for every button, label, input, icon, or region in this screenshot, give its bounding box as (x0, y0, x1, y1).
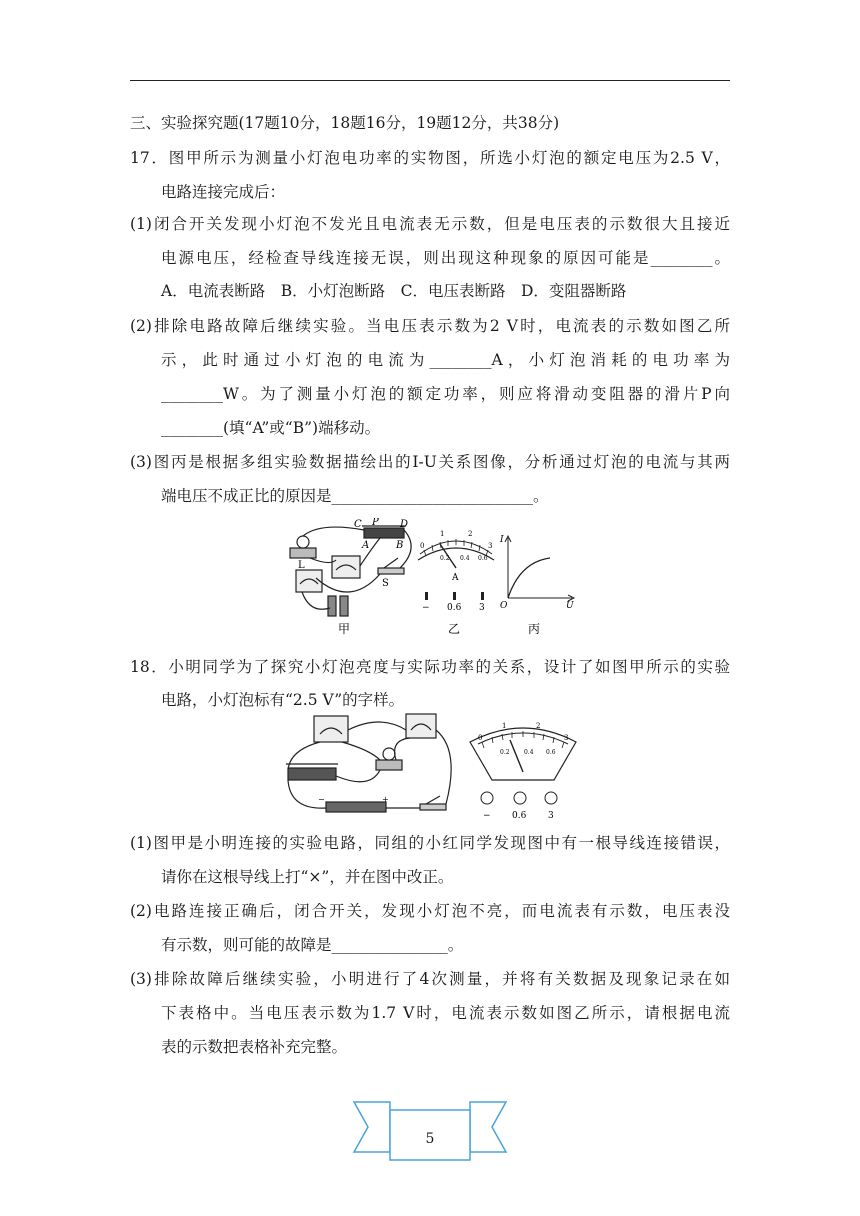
rheo-label-b: B (396, 540, 404, 551)
switch-icon (378, 568, 404, 574)
meter-bottom-2: 0.6 (546, 749, 556, 756)
circuit-jia (290, 526, 411, 616)
q17-part3-line1: (3)图丙是根据多组实验数据描绘出的I-U关系图像，分析通过灯泡的电流与其两 (130, 453, 730, 471)
q17-figure (280, 518, 590, 638)
meter-top-2: 2 (536, 722, 541, 730)
voltmeter-icon (406, 714, 436, 738)
terminal-06: 0.6 (447, 603, 462, 613)
meter-top-0: 0 (420, 542, 425, 550)
q18-part3-line2: 下表格中。当电压表示数为1.7 V时，电流表示数如图乙所示，请根据电流 (161, 1004, 730, 1022)
terminal-3: 3 (548, 811, 554, 821)
caption-bing: 丙 (528, 622, 541, 636)
battery-pos: + (382, 795, 389, 804)
q17-part1-line1: (1)闭合开关发现小灯泡不发光且电流表无示数，但是电压表的示数很大且接近 (130, 215, 730, 233)
q17-part2-line2: 示，此时通过小灯泡的电流为________A，小灯泡消耗的电功率为 (161, 351, 730, 369)
q17-part2-line3: ________W。为了测量小灯泡的额定功率，则应将滑动变阻器的滑片P向 (161, 385, 730, 403)
q18-stem-line2: 电路，小灯泡标有“2.5 V”的字样。 (161, 691, 405, 709)
meter-top-0: 0 (478, 734, 483, 742)
rheo-label-a: A (362, 540, 370, 551)
ammeter-dial-yi (470, 728, 576, 780)
q17-part1-options: A．电流表断路 B．小灯泡断路 C．电压表断路 D．变阻器断路 (161, 282, 627, 300)
meter-bottom-1: 0.4 (524, 749, 534, 756)
header-rule (130, 80, 730, 81)
rheostat-icon (364, 528, 404, 538)
terminal-neg: − (483, 811, 491, 821)
meter-bottom-0: 0.2 (500, 749, 510, 756)
lamp-base (376, 760, 402, 770)
battery-icon (328, 596, 336, 616)
switch-label: S (382, 578, 389, 589)
terminal-06: 0.6 (512, 811, 527, 821)
meter-bottom-2: 0.6 (478, 555, 488, 562)
voltmeter-icon (332, 556, 360, 578)
meter-top-3: 3 (488, 542, 493, 550)
rheo-label-d: D (400, 519, 409, 530)
q17-stem-line2: 电路连接完成后： (161, 183, 286, 201)
ammeter-dial-yi (418, 539, 494, 568)
page-number-ribbon (350, 1094, 510, 1166)
graph-y-label: I (500, 535, 504, 545)
meter-top-1: 1 (440, 530, 445, 538)
q17-part1-line2: 电源电压，经检查导线连接无误，则出现这种现象的原因可能是________。 (161, 249, 730, 267)
q18-part1-line1: (1)图甲是小明连接的实验电路，同组的小红同学发现图中有一根导线连接错误， (130, 834, 730, 852)
terminal-neg: − (422, 603, 430, 613)
q18-part2-line2: 有示数，则可能的故障是_______________。 (161, 936, 464, 954)
graph-x-label: U (566, 601, 574, 611)
meter-top-1: 1 (502, 722, 507, 730)
q17-part2-line1: (2)排除电路故障后继续实验。当电压表示数为2 V时，电流表的示数如图乙所 (130, 317, 730, 335)
q18-figure (280, 710, 580, 825)
meter-terminals (481, 792, 557, 804)
caption-jia: 甲 (338, 622, 351, 636)
rheo-label-p: P (372, 518, 379, 528)
q18-part3-line3: 表的示数把表格补充完整。 (161, 1038, 348, 1056)
meter-top-3: 3 (564, 734, 569, 742)
battery-icon (326, 802, 386, 812)
q18-stem-line1: 18．小明同学为了探究小灯泡亮度与实际功率的关系，设计了如图甲所示的实验 (130, 658, 730, 676)
meter-top-2: 2 (468, 530, 473, 538)
graph-origin: O (500, 601, 508, 611)
meter-unit: A (452, 573, 459, 583)
q18-part3-line1: (3)排除故障后继续实验，小明进行了4次测量，并将有关数据及现象记录在如 (130, 970, 730, 988)
iu-graph-bing (505, 536, 574, 601)
meter-bottom-0: 0.2 (440, 555, 450, 562)
ammeter-icon (296, 570, 322, 592)
q18-part2-line1: (2)电路连接正确后，闭合开关，发现小灯泡不亮，而电流表有示数，电压表没 (130, 902, 730, 920)
battery-neg: − (318, 795, 325, 804)
iu-curve (508, 558, 550, 598)
lamp-base (290, 548, 316, 558)
lamp-bulb-icon (383, 748, 395, 760)
rheo-label-c: C (354, 519, 362, 530)
rheostat-icon (288, 768, 336, 780)
lamp-label: L (298, 560, 305, 571)
q17-stem-line1: 17．图甲所示为测量小灯泡电功率的实物图，所选小灯泡的额定电压为2.5 V， (130, 149, 730, 167)
caption-yi: 乙 (448, 622, 461, 636)
q17-part2-line4: ________(填“A”或“B”)端移动。 (161, 419, 381, 437)
meter-bottom-1: 0.4 (460, 555, 470, 562)
ammeter-icon (314, 716, 348, 742)
meter-terminals (425, 592, 484, 600)
page-number: 5 (425, 1131, 435, 1147)
q17-part3-line2: 端电压不成正比的原因是__________________________。 (161, 487, 549, 505)
terminal-3: 3 (479, 603, 485, 613)
circuit-diagram (286, 714, 451, 812)
section-heading: 三、实验探究题(17题10分，18题16分，19题12分，共38分) (130, 114, 560, 132)
q18-part1-line2: 请你在这根导线上打“×”，并在图中改正。 (161, 868, 454, 886)
lamp-bulb-icon (297, 536, 309, 548)
switch-icon (420, 804, 446, 810)
